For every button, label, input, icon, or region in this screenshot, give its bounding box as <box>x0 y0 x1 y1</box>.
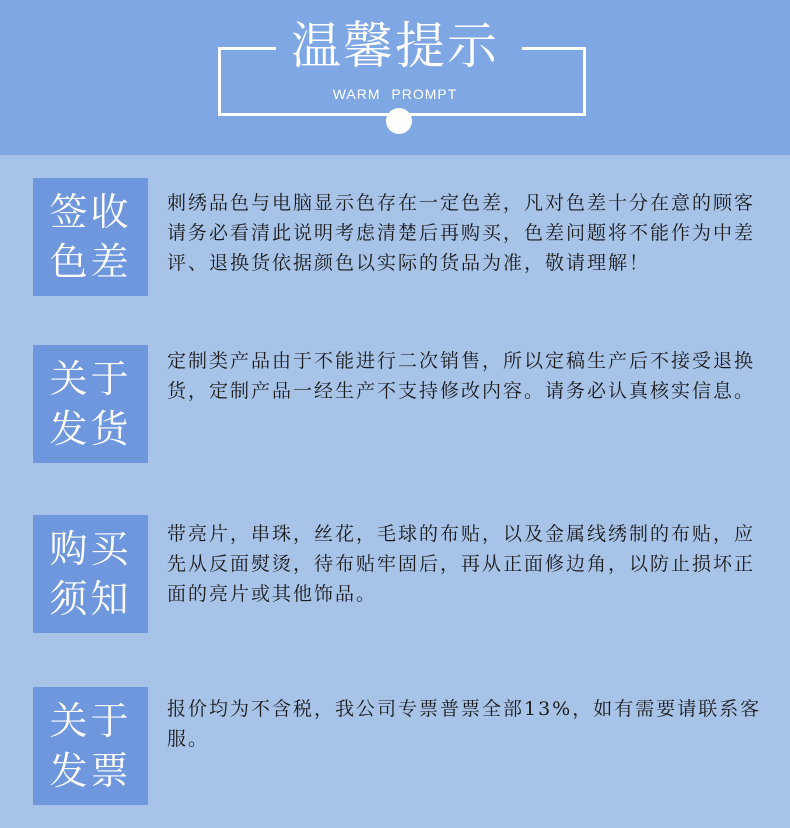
notice-paragraph-purchase: 带亮片，串珠，丝花，毛球的布贴，以及金属线绣制的布贴，应先从反面熨烫，待布贴牢固后，再从正面修边角，以防止损坏正面的亮片或其他饰品。 <box>167 523 756 605</box>
page-title: 温馨提示 <box>291 17 499 75</box>
badge-label: 关于发货 <box>49 357 132 451</box>
notice-paragraph-invoice: 报价均为不含税，我公司专票普票全部13%，如有需要请联系客服。 <box>167 698 762 750</box>
badge-shipping <box>33 345 148 463</box>
title-frame-top-right <box>522 47 583 50</box>
badge-label: 签收色差 <box>49 190 132 284</box>
badge-invoice <box>33 687 148 805</box>
badge-purchase <box>33 515 148 633</box>
decorative-dot <box>386 108 412 134</box>
title-frame-top-left <box>218 47 276 50</box>
badge-label: 购买须知 <box>49 527 132 621</box>
badge-label: 关于发票 <box>49 699 132 793</box>
badge-sign-color <box>33 178 148 296</box>
notice-paragraph-color: 刺绣品色与电脑显示色存在一定色差，凡对色差十分在意的顾客请务必看清此说明考虑清楚后再购买，色差问题将不能作为中差评、退换货依据颜色以实际的货品为准，敬请理解！ <box>167 192 756 274</box>
notice-paragraph-shipping: 定制类产品由于不能进行二次销售，所以定稿生产后不接受退换货，定制产品一经生产不支持修改内容。请务必认真核实信息。 <box>167 350 756 402</box>
page-subtitle: WARM PROMPT <box>332 86 458 102</box>
